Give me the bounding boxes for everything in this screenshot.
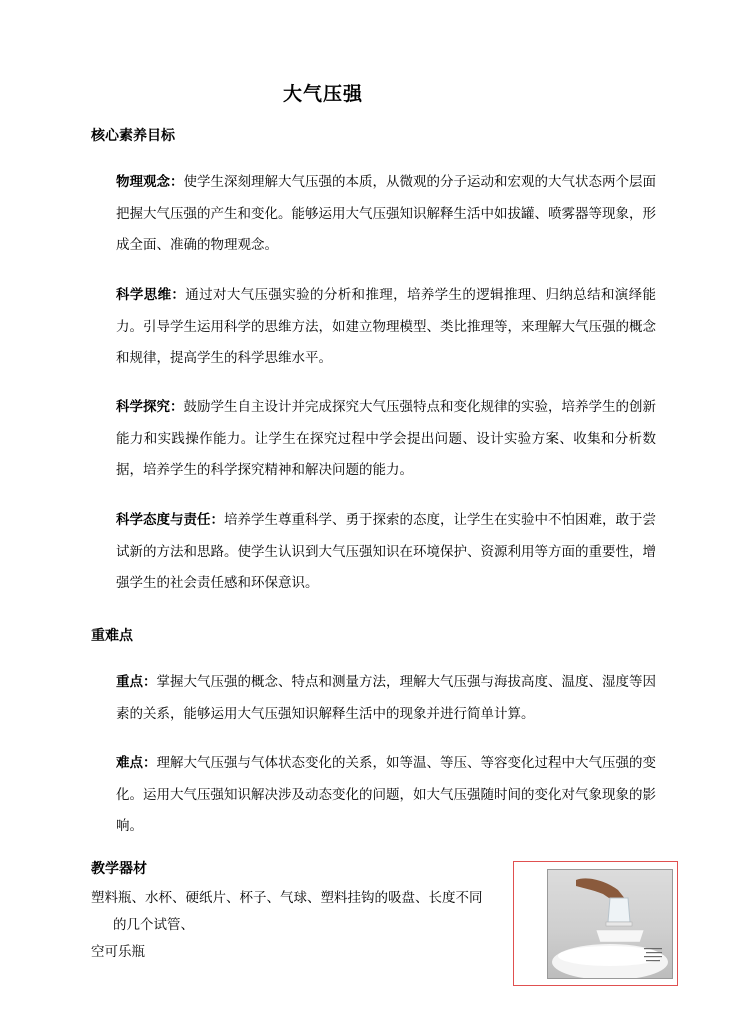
paragraph-scientific-thinking [116, 280, 656, 375]
paragraph-difficult-point [116, 748, 656, 843]
paragraph-label: 科学探究： [116, 399, 184, 415]
materials-line: 空可乐瓶 [91, 944, 145, 960]
paragraph-text: 掌握大气压强的概念、特点和测量方法，理解大气压强与海拔高度、温度、湿度等因素的关系，能够运用大气压强知识解释生活中的现象并进行简单计算。 [116, 674, 656, 722]
doc-title: 大气压强 [283, 83, 364, 105]
paragraph-text: 理解大气压强与气体状态变化的关系，如等温、等压、等容变化过程中大气压强的变化。运用大气压强知识解决涉及动态变化的问题，如大气压强随时间的变化对气象现象的影响。 [116, 755, 656, 834]
section-heading-core: 核心素养目标 [91, 128, 175, 144]
materials-line: 塑料瓶、水杯、硬纸片、杯子、气球、塑料挂钩的吸盘、长度不同 [91, 890, 483, 906]
paragraph-attitude-responsibility [116, 505, 656, 600]
paragraph-scientific-inquiry [116, 392, 656, 487]
paragraph-physics-concept [116, 167, 656, 262]
paragraph-label: 重点： [116, 674, 157, 690]
paragraph-key-point [116, 667, 656, 730]
paragraph-label: 物理观念： [116, 174, 184, 190]
materials-line: 的几个试管、 [113, 917, 194, 933]
section-heading-materials: 教学器材 [91, 861, 147, 877]
experiment-photo [513, 861, 678, 986]
paragraph-text: 使学生深刻理解大气压强的本质，从微观的分子运动和宏观的大气状态两个层面把握大气压强的产生和变化。能够运用大气压强知识解释生活中如拔罐、喷雾器等现象，形成全面、准确的物理观念。 [116, 174, 656, 253]
paragraph-label: 科学态度与责任： [116, 512, 224, 528]
paragraph-text: 通过对大气压强实验的分析和推理，培养学生的逻辑推理、归纳总结和演绎能力。引导学生运用科学的思维方法，如建立物理模型、类比推理等，来理解大气压强的概念和规律，提高学生的科学思维水平。 [116, 287, 657, 366]
section-heading-keypoints: 重难点 [91, 628, 133, 644]
photo-illustration [548, 870, 672, 978]
paragraph-text: 鼓励学生自主设计并完成探究大气压强特点和变化规律的实验，培养学生的创新能力和实践操作能力。让学生在探究过程中学会提出问题、设计实验方案、收集和分析数据，培养学生的科学探究精神和解决问题的能力。 [116, 399, 656, 478]
paragraph-label: 科学思维： [116, 287, 186, 303]
photo-frame [547, 869, 673, 979]
paragraph-label: 难点： [116, 755, 157, 771]
paragraph-text: 培养学生尊重科学、勇于探索的态度，让学生在实验中不怕困难，敢于尝试新的方法和思路。使学生认识到大气压强知识在环境保护、资源利用等方面的重要性，增强学生的社会责任感和环保意识。 [116, 512, 656, 591]
